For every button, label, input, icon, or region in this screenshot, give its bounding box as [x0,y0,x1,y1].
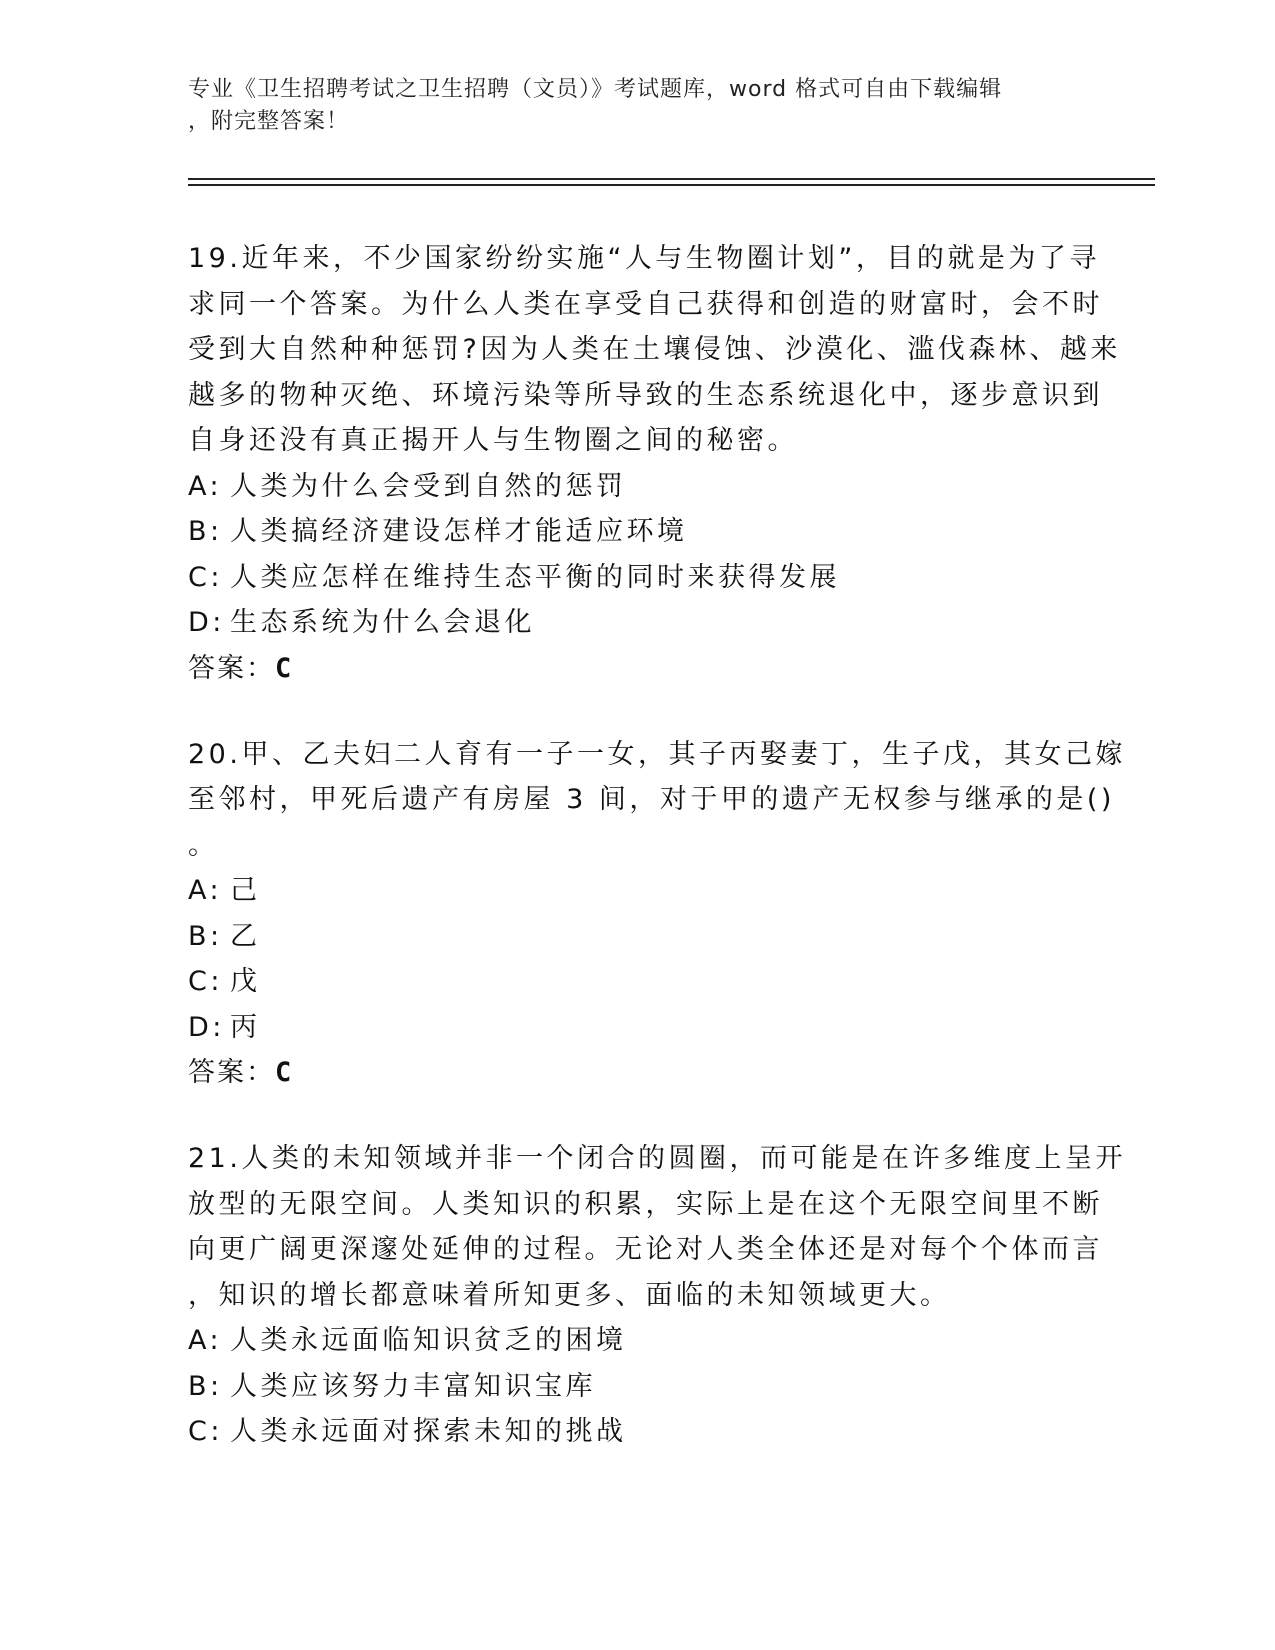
answer-label: 答案： [188,652,275,684]
question-text-line: 。 [188,829,219,861]
option-c [188,555,1078,601]
option-text: 人类搞经济建设怎样才能适应环境 [230,516,688,547]
question-text-line: ，知识的增长都意味着所知更多、面临的未知领域更大。 [188,1279,951,1311]
answer-label: 答案： [188,1057,275,1088]
option-d [188,600,1078,646]
option-label: D: [188,607,225,638]
question-19 [188,236,1121,692]
option-label: C: [188,966,223,997]
question-text-line: 放型的无限空间。人类知识的积累，实际上是在这个无限空间里不断 [188,1188,1103,1220]
answer-value: C [275,652,294,684]
answer [188,1050,1078,1096]
header-divider-bottom [188,184,1155,186]
question-text-line: 求同一个答案。为什么人类在享受自己获得和创造的财富时，会不时 [188,288,1103,320]
option-label: B: [188,920,223,952]
option-text: 人类应怎样在维持生态平衡的同时来获得发展 [230,561,840,593]
question-text-line: 20.甲、乙夫妇二人育有一子一女，其子丙娶妻丁，生子戊，其女己嫁 [188,738,1126,770]
option-c [188,1409,1078,1455]
question-list [188,236,1126,1495]
option-label: A: [188,1325,223,1356]
question-text-line: 21.人类的未知领域并非一个闭合的圆圈，而可能是在许多维度上呈开 [188,1143,1126,1174]
option-label: B: [188,516,223,547]
header-line-1: 专业《卫生招聘考试之卫生招聘（文员）》考试题库，word 格式可自由下载编辑 [188,77,1003,102]
question-text-line: 向更广阔更深邃处延伸的过程。无论对人类全体还是对每个个体而言 [188,1234,1103,1265]
header-divider-top [188,178,1155,180]
option-text: 人类永远面对探索未知的挑战 [230,1416,627,1447]
option-text: 戊 [230,966,261,997]
option-text: 人类为什么会受到自然的惩罚 [230,470,627,502]
option-label: A: [188,470,223,502]
question-text-line: 至邻村，甲死后遗产有房屋 3 间，对于甲的遗产无权参与继承的是() [188,784,1115,815]
answer [188,646,1078,692]
question-text-line: 19.近年来，不少国家纷纷实施“人与生物圈计划”，目的就是为了寻 [188,243,1100,274]
question-21 [188,1136,1126,1455]
option-label: C: [188,1416,223,1447]
option-a [188,868,1078,914]
option-text: 乙 [230,920,261,952]
option-c [188,959,1078,1005]
option-b [188,509,1078,555]
option-text: 人类永远面临知识贫乏的困境 [230,1325,627,1356]
option-text: 人类应该努力丰富知识宝库 [230,1370,596,1402]
question-text-line: 受到大自然种种惩罚?因为人类在土壤侵蚀、沙漠化、滥伐森林、越来 [188,334,1121,365]
option-b [188,914,1078,960]
option-text: 己 [230,875,261,906]
option-a [188,464,1078,510]
question-text-line: 越多的物种灭绝、环境污染等所导致的生态系统退化中，逐步意识到 [188,379,1103,411]
option-text: 丙 [230,1011,261,1043]
option-d [188,1005,1078,1051]
question-text-line: 自身还没有真正揭开人与生物圈之间的秘密。 [188,425,798,456]
option-text: 生态系统为什么会退化 [230,607,535,638]
option-a [188,1318,1078,1364]
question-20 [188,732,1126,1097]
option-label: A: [188,875,223,906]
document-header [188,74,1078,138]
option-label: C: [188,561,223,593]
answer-value: C [275,1057,294,1088]
option-label: D: [188,1011,225,1043]
option-label: B: [188,1370,223,1402]
option-b [188,1364,1078,1410]
header-line-2: ，附完整答案！ [188,109,350,134]
